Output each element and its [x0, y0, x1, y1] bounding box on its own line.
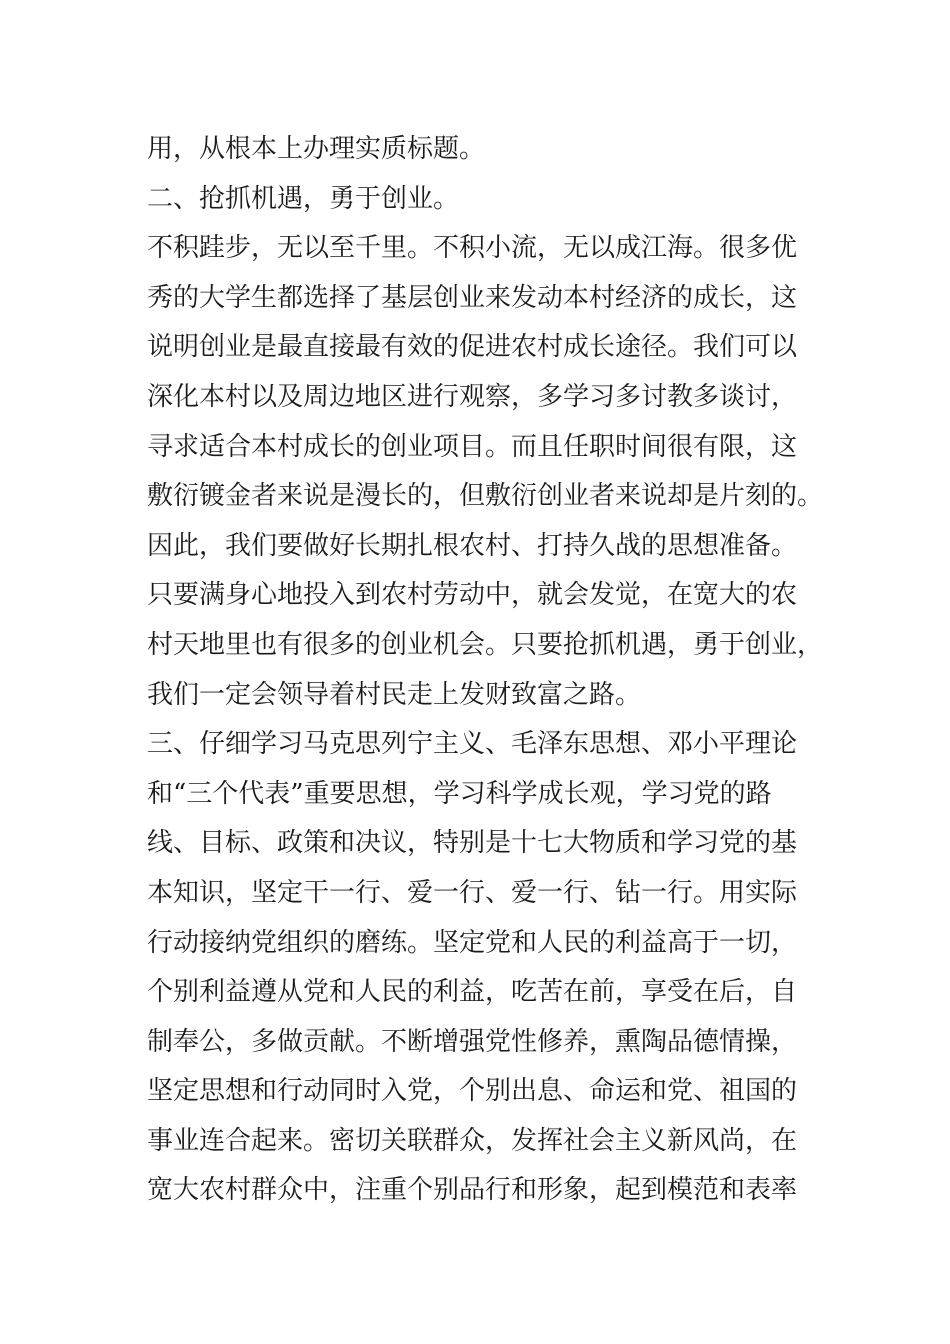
text-line: 因此，我们要做好长期扎根农村、打持久战的思想准备。 [147, 530, 798, 561]
section-heading: 二、抢抓机遇，勇于创业。 [147, 183, 460, 214]
body-text [147, 125, 824, 1216]
text-line: 行动接纳党组织的磨练。坚定党和人民的利益高于一切， [147, 927, 798, 958]
text-line: 深化本村以及周边地区进行观察，多学习多讨教多谈讨， [147, 381, 798, 412]
section-heading: 三、仔细学习马克思列宁主义、毛泽东思想、邓小平理论 [147, 729, 798, 760]
text-line: 秀的大学生都选择了基层创业来发动本村经济的成长，这 [147, 282, 798, 313]
text-line: 事业连合起来。密切关联群众，发挥社会主义新风尚，在 [147, 1125, 798, 1156]
text-line: 本知识，坚定干一行、爱一行、爱一行、钻一行。用实际 [147, 877, 798, 908]
text-line: 宽大农村群众中，注重个别品行和形象，起到模范和表率 [147, 1175, 798, 1206]
text-line: 坚定思想和行动同时入党，个别出息、命运和党、祖国的 [147, 1076, 798, 1107]
text-line: 线、目标、政策和决议，特别是十七大物质和学习党的基 [147, 828, 798, 859]
text-line: 个别利益遵从党和人民的利益，吃苦在前，享受在后，自 [147, 977, 798, 1008]
text-line: 我们一定会领导着村民走上发财致富之路。 [147, 679, 642, 710]
text-line: 敷衍镀金者来说是漫长的，但敷衍创业者来说却是片刻的。 [147, 481, 824, 512]
text-line: 只要满身心地投入到农村劳动中，就会发觉，在宽大的农 [147, 580, 798, 611]
text-line: 制奉公，多做贡献。不断增强党性修养，熏陶品德情操， [147, 1026, 798, 1057]
text-line: 说明创业是最直接最有效的促进农村成长途径。我们可以 [147, 332, 798, 363]
text-line: 不积跬步，无以至千里。不积小流，无以成江海。很多优 [147, 233, 798, 264]
text-line: 用，从根本上办理实质标题。 [147, 134, 486, 164]
text-line: 村天地里也有很多的创业机会。只要抢抓机遇，勇于创业， [147, 629, 824, 660]
text-line: 寻求适合本村成长的创业项目。而且任职时间很有限，这 [147, 431, 798, 462]
text-line: 和“三个代表”重要思想，学习科学成长观，学习党的路 [147, 778, 772, 809]
